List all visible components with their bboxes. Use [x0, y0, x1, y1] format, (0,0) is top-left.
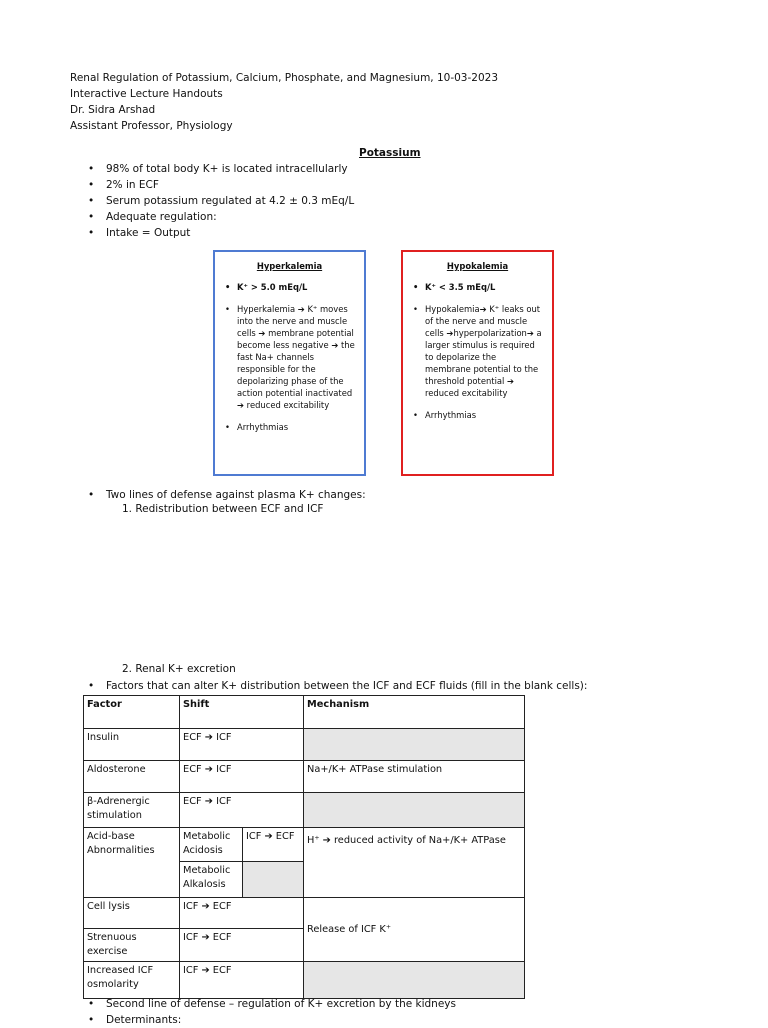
potassium-facts-list: [70, 161, 354, 241]
defense-item-2: 2. Renal K+ excretion: [122, 663, 236, 675]
factors-table: [83, 695, 525, 999]
factor-cell: Acid-base Abnormalities: [84, 828, 180, 898]
shift-cell: ICF ➔ ECF: [180, 929, 304, 962]
shift-cell: ICF ➔ ECF: [180, 898, 304, 929]
table-row: [84, 761, 525, 793]
factor-cell: Aldosterone: [84, 761, 180, 793]
hypokalemia-threshold: • K⁺ < 3.5 mEq/L: [411, 281, 544, 293]
shift-cell: ECF ➔ ICF: [180, 729, 304, 761]
hyperkalemia-effect: • Arrhythmias: [223, 421, 356, 433]
kidney-defense-list: [70, 996, 456, 1028]
column-header-mechanism: Mechanism: [304, 696, 525, 729]
table-row: [84, 962, 525, 999]
hyperkalemia-list: [223, 281, 356, 433]
document-header: [70, 70, 498, 134]
list-item: • Serum potassium regulated at 4.2 ± 0.3 mEq/L: [70, 193, 354, 209]
hypokalemia-effect: • Arrhythmias: [411, 409, 544, 421]
column-header-shift: Shift: [180, 696, 304, 729]
factor-cell: β-Adrenergic stimulation: [84, 793, 180, 828]
header-title-line: Renal Regulation of Potassium, Calcium, Phosphate, and Magnesium, 10-03-2023: [70, 72, 498, 84]
shift-cell: ICF ➔ ECF: [180, 962, 304, 999]
list-item: • Adequate regulation:: [70, 209, 354, 225]
hypokalemia-title: Hypokalemia: [446, 261, 509, 271]
factor-cell: Cell lysis: [84, 898, 180, 929]
list-item: • Two lines of defense against plasma K+ changes:: [70, 487, 366, 503]
hyperkalemia-title: Hyperkalemia: [256, 261, 323, 271]
list-item: • 2% in ECF: [70, 177, 354, 193]
table-row: [84, 793, 525, 828]
hypokalemia-list: [411, 281, 544, 421]
hypokalemia-box: [401, 250, 554, 476]
list-item: • Factors that can alter K+ distribution between the ICF and ECF fluids (fill in the blank cells):: [70, 678, 587, 694]
table-header-row: [84, 696, 525, 729]
header-author-line: Dr. Sidra Arshad: [70, 104, 156, 116]
subfactor-cell: Metabolic Acidosis: [180, 828, 243, 862]
table-row: [84, 898, 525, 929]
shift-cell: ECF ➔ ICF: [180, 761, 304, 793]
shift-cell: ICF ➔ ECF: [243, 828, 304, 862]
defense-list: [70, 487, 366, 503]
subfactor-cell: Metabolic Alkalosis: [180, 862, 243, 898]
blank-shift-cell[interactable]: [243, 862, 304, 898]
factor-cell: Increased ICF osmolarity: [84, 962, 180, 999]
mechanism-cell: H⁺ ➔ reduced activity of Na+/K+ ATPase: [304, 828, 525, 898]
shift-cell: ECF ➔ ICF: [180, 793, 304, 828]
blank-mechanism-cell[interactable]: [304, 729, 525, 761]
factor-cell: Insulin: [84, 729, 180, 761]
column-header-factor: Factor: [84, 696, 180, 729]
blank-mechanism-cell[interactable]: [304, 962, 525, 999]
hyperkalemia-mechanism: • Hyperkalemia ➔ K⁺ moves into the nerve and muscle cells ➔ membrane potential become less negative ➔ the fast Na+ channels responsible for the depolarizing phase of the action potential inactivated ➔ reduced excitability: [223, 303, 356, 411]
header-position-line: Assistant Professor, Physiology: [70, 120, 233, 132]
mechanism-cell: Na+/K+ ATPase stimulation: [304, 761, 525, 793]
list-item: • Second line of defense – regulation of K+ excretion by the kidneys: [70, 996, 456, 1012]
hypokalemia-mechanism: • Hypokalemia➔ K⁺ leaks out of the nerve and muscle cells ➔hyperpolarization➔ a larger stimulus is required to depolarize the membrane potential to the threshold potential ➔ reduced excitability: [411, 303, 544, 399]
factor-cell: Strenuous exercise: [84, 929, 180, 962]
blank-mechanism-cell[interactable]: [304, 793, 525, 828]
list-item: • Intake = Output: [70, 225, 354, 241]
table-row: [84, 828, 525, 862]
header-subtitle-line: Interactive Lecture Handouts: [70, 88, 223, 100]
mechanism-cell: Release of ICF K⁺: [304, 898, 525, 962]
list-item: • 98% of total body K+ is located intracellularly: [70, 161, 354, 177]
table-row: [84, 729, 525, 761]
section-title-potassium: Potassium: [359, 147, 421, 159]
factors-list: [70, 678, 587, 694]
list-item: • Determinants:: [70, 1012, 456, 1028]
hyperkalemia-threshold: • K⁺ > 5.0 mEq/L: [223, 281, 356, 293]
defense-item-1: 1. Redistribution between ECF and ICF: [122, 503, 324, 515]
hyperkalemia-box: [213, 250, 366, 476]
